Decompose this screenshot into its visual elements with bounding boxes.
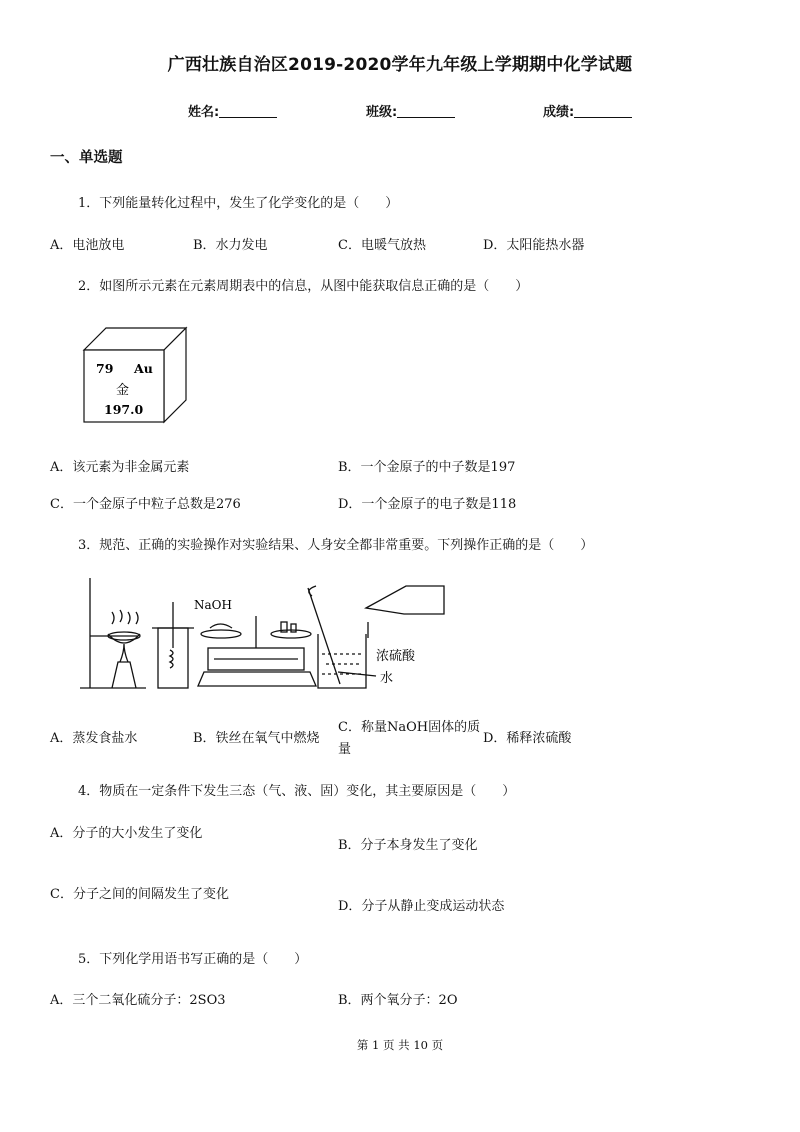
class-blank[interactable] [397,104,455,118]
score-label: 成绩: [543,105,575,120]
score-blank[interactable] [574,104,632,118]
class-field [366,101,455,120]
q2-option-a[interactable]: A．该元素为非金属元素 [50,460,190,475]
element-symbol: Au [134,361,153,376]
q4-option-c[interactable]: C．分子之间的间隔发生了变化 [50,887,229,902]
page-footer: 第 1 页 共 10 页 [356,1038,444,1052]
q4-option-b[interactable]: B．分子本身发生了变化 [338,838,478,853]
score-field [543,101,632,120]
q4-option-a[interactable]: A．分子的大小发生了变化 [50,826,203,841]
q3-option-c-wrap: 量 [338,742,352,757]
q3-option-b[interactable]: B．铁丝在氧气中燃烧 [193,731,320,746]
class-label: 班级: [366,105,398,120]
atomic-mass: 197.0 [104,402,144,417]
balance-apparatus [194,598,316,686]
question-4-stem: 4．物质在一定条件下发生三态（气、液、固）变化，其主要原因是（ ） [78,784,516,799]
q5-option-b[interactable]: B．两个氧分子：2O [338,993,458,1008]
q5-option-a[interactable]: A．三个二氧化硫分子：2SO3 [50,993,226,1008]
lab-operations-figure [76,576,446,694]
atomic-number: 79 [96,361,114,376]
q2-option-d[interactable]: D．一个金原子的电子数是118 [338,497,517,512]
question-3-stem: 3．规范、正确的实验操作对实验结果、人身安全都非常重要。下列操作正确的是（ ） [78,538,594,553]
q3-option-a[interactable]: A．蒸发食盐水 [50,731,138,746]
naoh-label: NaOH [194,598,232,612]
q1-option-a[interactable]: A．电池放电 [50,238,125,253]
question-5-stem: 5．下列化学用语书写正确的是（ ） [78,952,308,967]
q1-option-d[interactable]: D．太阳能热水器 [483,238,585,253]
q3-option-c[interactable]: C．称量NaOH固体的质 [338,720,481,735]
dilution-apparatus [308,586,444,688]
question-1-stem: 1．下列能量转化过程中，发生了化学变化的是（ ） [78,196,399,211]
name-label: 姓名: [188,105,220,120]
question-2-stem: 2．如图所示元素在元素周期表中的信息，从图中能获取信息正确的是（ ） [78,279,529,294]
sulfuric-acid-label: 浓硫酸 [376,649,416,664]
iron-combustion-apparatus [152,602,194,688]
q1-option-b[interactable]: B．水力发电 [193,238,268,253]
q2-option-c[interactable]: C．一个金原子中粒子总数是276 [50,497,241,512]
section-title: 一、单选题 [50,150,123,166]
q3-option-d[interactable]: D．稀释浓硫酸 [483,731,572,746]
q1-option-c[interactable]: C．电暖气放热 [338,238,426,253]
evaporation-apparatus [80,578,146,688]
element-cell-figure [78,322,192,426]
q4-option-d[interactable]: D．分子从静止变成运动状态 [338,899,505,914]
name-blank[interactable] [219,104,277,118]
name-field [188,101,277,120]
water-label: 水 [380,671,394,686]
q2-option-b[interactable]: B．一个金原子的中子数是197 [338,460,516,475]
page-title: 广西壮族自治区2019-2020学年九年级上学期期中化学试题 [167,55,633,75]
element-name: 金 [116,383,130,398]
